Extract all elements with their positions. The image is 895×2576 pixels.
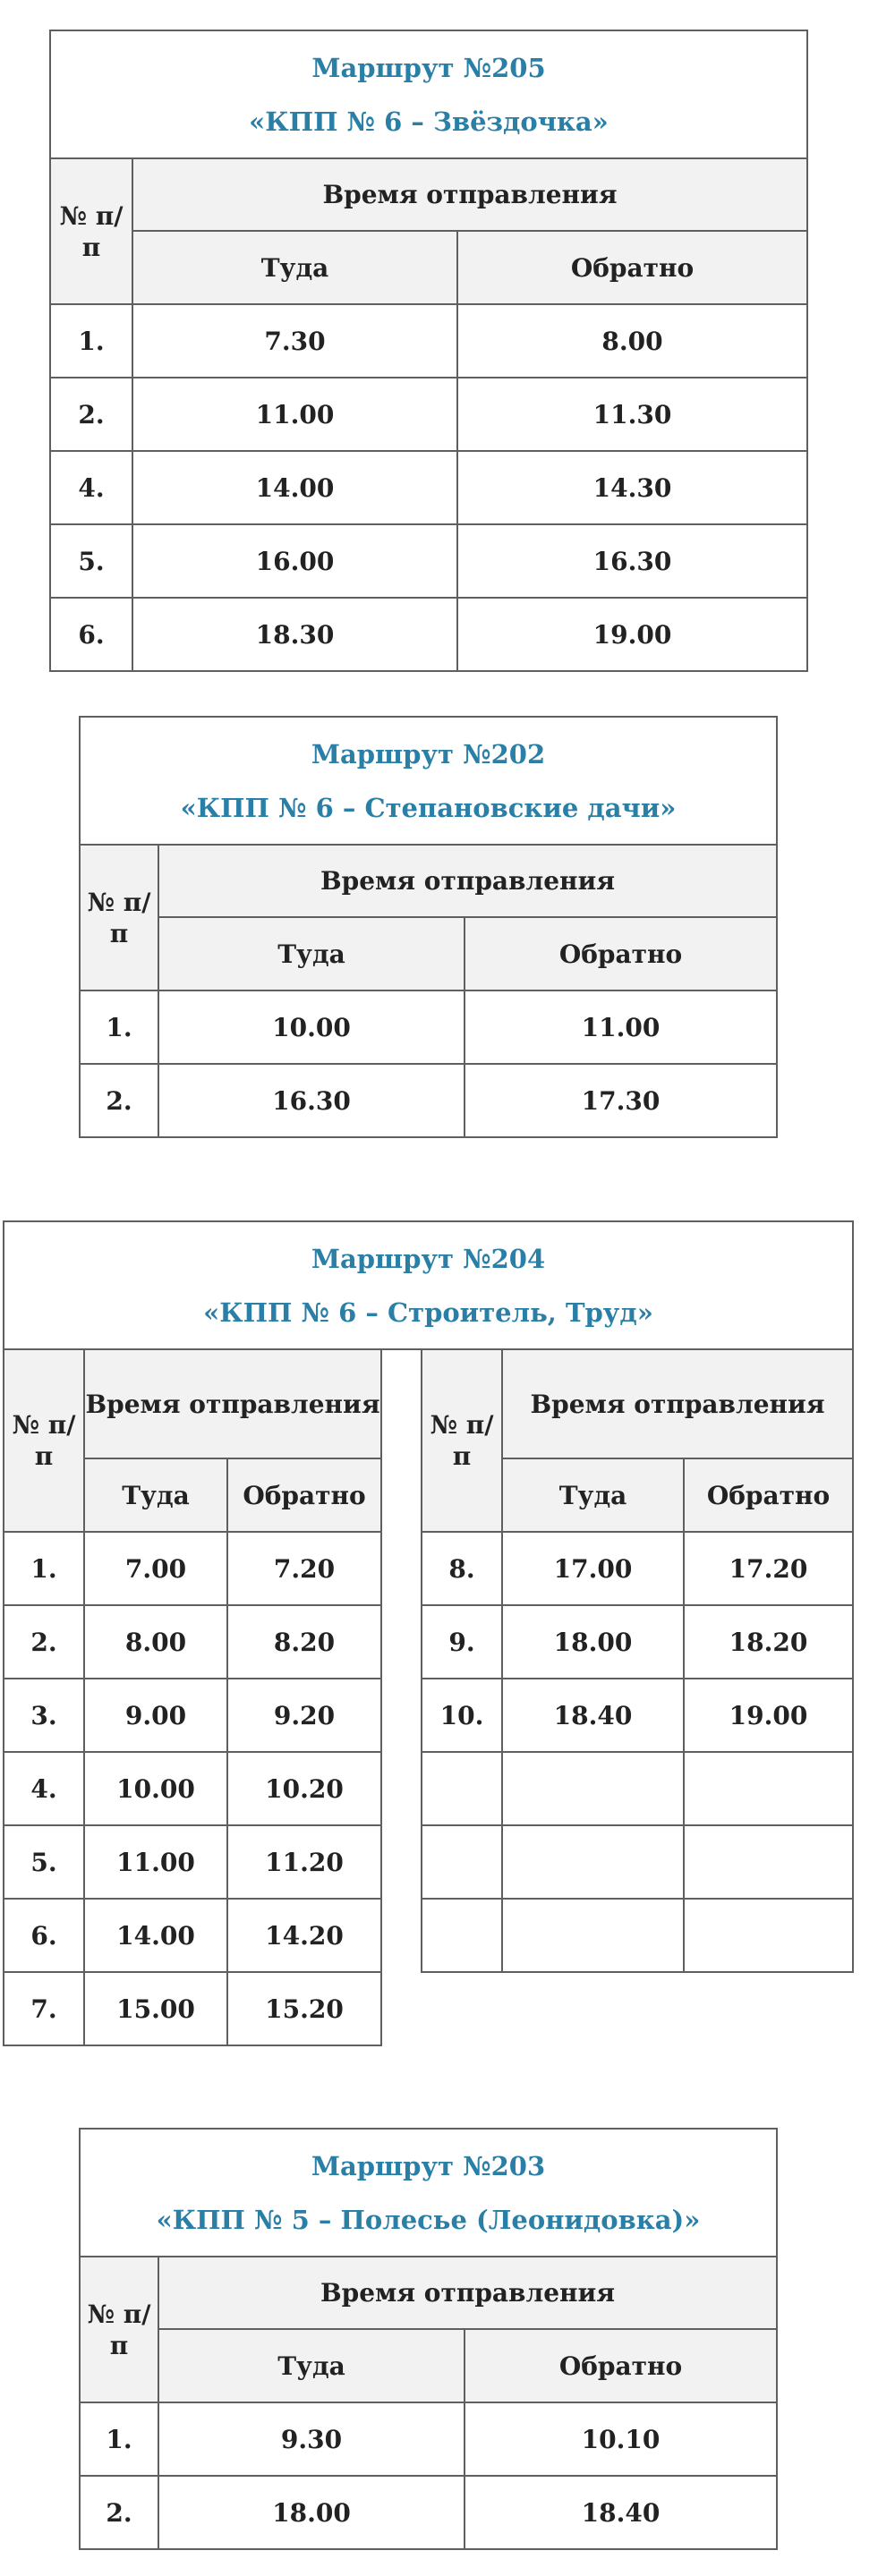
row-number: 2.: [80, 1064, 158, 1137]
row-number: 9.: [422, 1605, 502, 1679]
time-there: 18.30: [132, 598, 457, 671]
time-back: 18.40: [465, 2476, 777, 2549]
table-row: [50, 378, 807, 451]
time-back: 11.30: [457, 378, 807, 451]
split-gap: [381, 1349, 422, 2045]
col-header-back: Обратно: [465, 917, 777, 990]
table-row: [80, 1064, 777, 1137]
row-number: 3.: [4, 1679, 84, 1752]
time-there: [502, 1825, 684, 1899]
row-number: [422, 1752, 502, 1825]
time-back: [684, 1752, 853, 1825]
row-number: 6.: [50, 598, 132, 671]
table-row: [4, 1899, 853, 1972]
route-title: Маршрут №205: [311, 52, 546, 83]
route-205-table: [49, 30, 808, 672]
route-name: «КПП № 6 – Степановские дачи»: [180, 792, 677, 823]
col-header-there: Туда: [132, 231, 457, 304]
time-back: 8.20: [227, 1605, 381, 1679]
time-back: 11.20: [227, 1825, 381, 1899]
col-header-num: № п/п: [4, 1349, 84, 1532]
time-there: 7.30: [132, 304, 457, 378]
time-there: 9.00: [84, 1679, 227, 1752]
time-back: 9.20: [227, 1679, 381, 1752]
time-back: 19.00: [457, 598, 807, 671]
row-number: 2.: [4, 1605, 84, 1679]
time-there: [502, 1899, 684, 1972]
col-header-num: № п/п: [80, 845, 158, 990]
row-number: 10.: [422, 1679, 502, 1752]
time-back: 16.30: [457, 524, 807, 598]
route-204-title: [4, 1221, 853, 1349]
col-header-back: Обратно: [465, 2329, 777, 2402]
time-back: 18.20: [684, 1605, 853, 1679]
row-number: 5.: [50, 524, 132, 598]
time-there: 17.00: [502, 1532, 684, 1605]
table-row: [80, 2476, 777, 2549]
col-header-there: Туда: [84, 1458, 227, 1532]
row-number: 1.: [50, 304, 132, 378]
time-there: 18.40: [502, 1679, 684, 1752]
col-header-there: Туда: [158, 917, 465, 990]
row-number: [422, 1825, 502, 1899]
route-203-title: [80, 2129, 777, 2257]
time-back: 17.30: [465, 1064, 777, 1137]
col-header-back: Обратно: [684, 1458, 853, 1532]
time-there: 9.30: [158, 2402, 465, 2476]
col-header-back: Обратно: [457, 231, 807, 304]
table-row: [4, 1679, 853, 1752]
time-there: 8.00: [84, 1605, 227, 1679]
route-name: «КПП № 6 – Звёздочка»: [249, 106, 609, 137]
route-202-table: [79, 716, 778, 1138]
row-number: 1.: [4, 1532, 84, 1605]
time-there: [502, 1752, 684, 1825]
col-header-time: Время отправления: [158, 2257, 777, 2329]
time-there: 10.00: [158, 990, 465, 1064]
col-header-time: Время отправления: [502, 1349, 853, 1458]
row-number: 2.: [80, 2476, 158, 2549]
col-header-back: Обратно: [227, 1458, 381, 1532]
route-203-table: [79, 2128, 778, 2550]
table-row: [50, 524, 807, 598]
table-row: [80, 2402, 777, 2476]
route-name: «КПП № 5 – Полесье (Леонидовка)»: [156, 2204, 701, 2235]
table-row: [80, 990, 777, 1064]
col-header-num: № п/п: [422, 1349, 502, 1532]
time-back: [684, 1899, 853, 1972]
time-back: 8.00: [457, 304, 807, 378]
route-205-title: [50, 30, 807, 158]
route-title: Маршрут №203: [311, 2150, 546, 2181]
time-there: 15.00: [84, 1972, 227, 2045]
row-number: [422, 1899, 502, 1972]
route-202-title: [80, 717, 777, 845]
table-row: [50, 304, 807, 378]
col-header-time: Время отправления: [158, 845, 777, 917]
time-back: 19.00: [684, 1679, 853, 1752]
table-row: [4, 1532, 853, 1605]
col-header-time: Время отправления: [132, 158, 807, 231]
time-back: [684, 1825, 853, 1899]
route-title: Маршрут №202: [311, 738, 546, 769]
time-there: 18.00: [158, 2476, 465, 2549]
row-number: 8.: [422, 1532, 502, 1605]
col-header-there: Туда: [502, 1458, 684, 1532]
row-number: 5.: [4, 1825, 84, 1899]
time-back: 17.20: [684, 1532, 853, 1605]
table-row: [4, 1972, 853, 2045]
row-number: 7.: [4, 1972, 84, 2045]
time-back: 11.00: [465, 990, 777, 1064]
table-row: [4, 1752, 853, 1825]
table-row: [50, 451, 807, 524]
time-there: 11.00: [84, 1825, 227, 1899]
time-back: 10.10: [465, 2402, 777, 2476]
row-number: 6.: [4, 1899, 84, 1972]
row-number: 2.: [50, 378, 132, 451]
route-title: Маршрут №204: [311, 1243, 546, 1274]
col-header-time: Время отправления: [84, 1349, 381, 1458]
time-there: 7.00: [84, 1532, 227, 1605]
time-back: 10.20: [227, 1752, 381, 1825]
time-there: 18.00: [502, 1605, 684, 1679]
time-there: 14.00: [84, 1899, 227, 1972]
row-number: 4.: [50, 451, 132, 524]
time-there: 16.30: [158, 1064, 465, 1137]
row-number: 1.: [80, 990, 158, 1064]
time-there: 16.00: [132, 524, 457, 598]
table-row: [50, 598, 807, 671]
table-row: [4, 1825, 853, 1899]
time-back: 14.30: [457, 451, 807, 524]
row-number: 4.: [4, 1752, 84, 1825]
time-there: 10.00: [84, 1752, 227, 1825]
col-header-there: Туда: [158, 2329, 465, 2402]
time-there: 14.00: [132, 451, 457, 524]
table-row: [4, 1605, 853, 1679]
time-back: 7.20: [227, 1532, 381, 1605]
time-there: 11.00: [132, 378, 457, 451]
time-back: 15.20: [227, 1972, 381, 2045]
time-back: 14.20: [227, 1899, 381, 1972]
empty-area: [422, 1972, 853, 2045]
row-number: 1.: [80, 2402, 158, 2476]
col-header-num: № п/п: [50, 158, 132, 304]
col-header-num: № п/п: [80, 2257, 158, 2402]
route-name: «КПП № 6 – Строитель, Труд»: [203, 1297, 653, 1328]
route-204-table: [3, 1220, 854, 2046]
